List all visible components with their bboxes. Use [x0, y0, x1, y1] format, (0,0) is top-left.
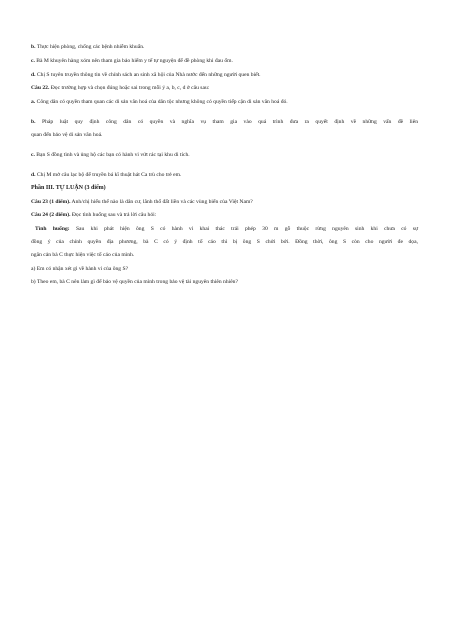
question-22 [31, 85, 209, 92]
option-label: a. [31, 99, 36, 105]
question-text: Anh/chị hiểu thế nào là dân cư, lãnh thổ đất liền và các vùng biển của Việt Nam? [70, 199, 253, 205]
situation-paragraph-line-2 [31, 239, 418, 246]
option-text: Pháp luật quy định công dân có quyền và nghĩa vụ tham gia vào quá trình đưa ra quyết định về những vấn đề liên [35, 119, 418, 125]
situation-paragraph-line-3 [31, 252, 134, 259]
situation-text: Sau khi phát hiện ông S có hành vi khai thác trái phép 30 m gỗ thuộc rừng nguyên sinh khi chưa có sự [69, 226, 418, 232]
option-text: Chị M mở câu lạc bộ để truyền bá kĩ thuật hát Ca trù cho trẻ em. [35, 172, 182, 178]
answer-option-b-q22 [31, 119, 418, 126]
option-text: quan đến bảo vệ di sản văn hoá. [31, 132, 103, 138]
question-text: Đọc trường hợp và chọn đúng hoặc sai trong mỗi ý a, b, c, d ở câu sau: [49, 85, 210, 91]
situation-paragraph-line-1 [35, 226, 418, 233]
situation-text: ngăn cản bà C thực hiện việc tố cáo của mình. [31, 252, 135, 258]
option-text: Thực hiện phòng, chống các bệnh nhiễm khuẩn. [35, 44, 145, 50]
answer-option-c-q22 [31, 152, 190, 159]
sub-question-a: a) Em có nhận xét gì về hành vi của ông S? [31, 266, 129, 272]
option-label: c. [31, 58, 35, 64]
sub-question-b: b) Theo em, bà C nên làm gì để bảo vệ quyền của mình trong bảo vệ tài nguyên thiên nhiên? [31, 279, 238, 285]
option-text: Bạn S đồng tình và ủng hộ các bạn có hành vi vứt rác tại khu di tích. [34, 152, 190, 158]
option-label: b. [31, 119, 36, 125]
question-label: Câu 22. [31, 85, 50, 91]
question-24 [31, 212, 156, 219]
answer-option-c-q21 [31, 58, 233, 65]
option-label: d. [31, 172, 36, 178]
situation-label: Tình huống: [35, 226, 70, 232]
option-label: b. [31, 44, 36, 50]
option-label: d. [31, 72, 36, 78]
answer-option-d-q22 [31, 172, 181, 179]
answer-option-a-q22 [31, 99, 288, 106]
section-heading-part-3: Phần III. TỰ LUẬN (3 điểm) [31, 185, 106, 191]
answer-option-d-q21 [31, 72, 261, 79]
option-text: Công dân có quyền tham quan các di sản văn hoá của dân tộc nhưng không có quyền tiếp cận di sản văn hoá đó. [35, 99, 288, 105]
answer-option-b-q21 [31, 44, 144, 51]
question-23 [31, 199, 253, 206]
question-label: Câu 23 (1 điểm). [31, 199, 71, 205]
question-text: Đọc tình huống sau và trả lời câu hỏi: [70, 212, 157, 218]
situation-text: đồng ý của chính quyền địa phương, bà C có ý định tố cáo thì bị ông S chửi bới. Đồng thời, ông S còn cho người đe dọa, [31, 239, 418, 245]
answer-option-b-q22-continued [31, 132, 102, 139]
option-text: Chị S tuyên truyền thông tin về chính sách an sinh xã hội của Nhà nước đến những người quen biết. [35, 72, 261, 78]
option-label: c. [31, 152, 35, 158]
question-label: Câu 24 (2 điểm). [31, 212, 71, 218]
option-text: Bà M khuyên hàng xóm nên tham gia bảo hiểm y tế tự nguyện để đề phòng khi đau ốm. [34, 58, 233, 64]
